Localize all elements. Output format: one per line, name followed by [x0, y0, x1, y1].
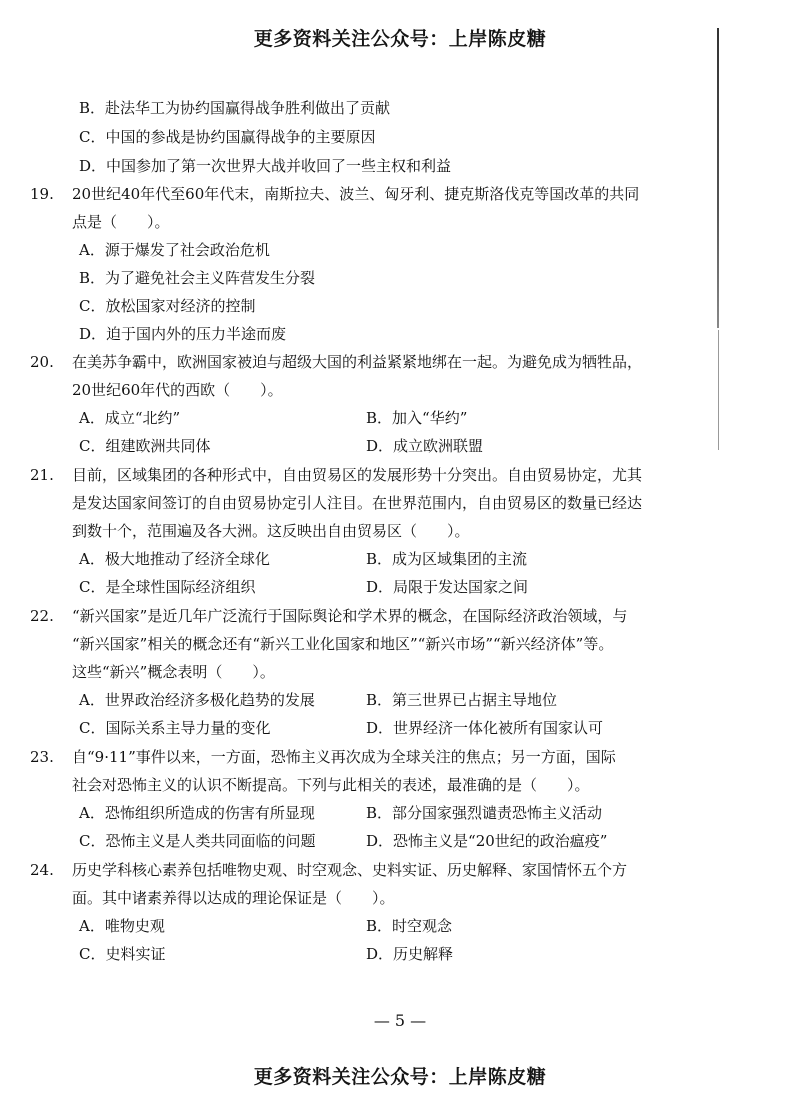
- question-stem-line: 在美苏争霸中，欧洲国家被迫与超级大国的利益紧紧地绑在一起。为避免成为牺牲品，: [72, 353, 643, 371]
- option-c: C．组建欧洲共同体: [79, 437, 211, 455]
- option-c: C．放松国家对经济的控制: [79, 297, 256, 315]
- question-stem-line: “新兴国家”是近几年广泛流行于国际舆论和学术界的概念，在国际经济政治领域，与: [72, 607, 628, 625]
- question-number: 23.: [30, 748, 54, 766]
- question-21: [30, 465, 642, 485]
- page-number: — 5 —: [373, 1011, 427, 1030]
- question-stem-line: 到数十个，范围遍及各大洲。这反映出自由贸易区（ ）。: [72, 522, 470, 540]
- option-a: A．源于爆发了社会政治危机: [79, 241, 270, 259]
- question-stem-line: 是发达国家间签订的自由贸易协定引人注目。在世界范围内，自由贸易区的数量已经达: [72, 494, 643, 512]
- question-stem-line: 自“9·11”事件以来，一方面，恐怖主义再次成为全球关注的焦点；另一方面，国际: [72, 748, 616, 766]
- scan-edge-mark: [717, 28, 719, 328]
- question-stem-line: “新兴国家”相关的概念还有“新兴工业化国家和地区”“新兴市场”“新兴经济体”等。: [72, 635, 614, 653]
- option-c: C．恐怖主义是人类共同面临的问题: [79, 832, 316, 850]
- option-b: B．第三世界已占据主导地位: [366, 691, 558, 709]
- option-d: D．恐怖主义是“20世纪的政治瘟疫”: [366, 832, 608, 850]
- header-banner: 更多资料关注公众号：上岸陈皮糖: [253, 28, 547, 50]
- option-c: C．国际关系主导力量的变化: [79, 719, 271, 737]
- question-stem-line: 历史学科核心素养包括唯物史观、时空观念、史料实证、历史解释、家国情怀五个方: [72, 861, 628, 879]
- option-c: C．史料实证: [79, 945, 166, 963]
- question-stem-line: 20世纪60年代的西欧（ ）。: [72, 381, 283, 399]
- footer-banner: 更多资料关注公众号：上岸陈皮糖: [253, 1066, 547, 1088]
- option-a: A．世界政治经济多极化趋势的发展: [79, 691, 315, 709]
- option-b: B．时空观念: [366, 917, 453, 935]
- question-stem-line: 20世纪40年代至60年代末，南斯拉夫、波兰、匈牙利、捷克斯洛伐克等国改革的共同: [72, 185, 640, 203]
- question-19: [30, 184, 639, 204]
- option-d: D．迫于国内外的压力半途而废: [79, 325, 287, 343]
- option-b: B．成为区域集团的主流: [366, 550, 528, 568]
- question-number: 19.: [30, 185, 54, 203]
- question-stem-line: 这些“新兴”概念表明（ ）。: [72, 663, 275, 681]
- option-b: B．部分国家强烈谴责恐怖主义活动: [366, 804, 603, 822]
- question-stem-line: 目前，区域集团的各种形式中，自由贸易区的发展形势十分突出。自由贸易协定，尤其: [72, 466, 643, 484]
- option-d: D．局限于发达国家之间: [366, 578, 529, 596]
- question-stem-line: 社会对恐怖主义的认识不断提高。下列与此相关的表述，最准确的是（ ）。: [72, 776, 590, 794]
- question-stem-line: 面。其中诸素养得以达成的理论保证是（ ）。: [72, 889, 395, 907]
- question-22: [30, 606, 627, 626]
- question-stem-line: 点是（ ）。: [72, 213, 170, 231]
- option-a: A．恐怖组织所造成的伤害有所显现: [79, 804, 315, 822]
- option-a: A．极大地推动了经济全球化: [79, 550, 270, 568]
- option-a: A．唯物史观: [79, 917, 165, 935]
- question-23: [30, 747, 616, 767]
- question-number: 22.: [30, 607, 54, 625]
- option-d: D．成立欧洲联盟: [366, 437, 484, 455]
- option-a: A．成立“北约”: [79, 409, 181, 427]
- question-number: 24.: [30, 861, 54, 879]
- option-b: B．加入“华约”: [366, 409, 468, 427]
- scan-edge-mark-lower: [718, 330, 719, 450]
- option-b: B．为了避免社会主义阵营发生分裂: [79, 269, 316, 287]
- prev-option-c: C．中国的参战是协约国赢得战争的主要原因: [79, 128, 376, 146]
- question-20: [30, 352, 642, 372]
- option-d: D．历史解释: [366, 945, 454, 963]
- question-number: 21.: [30, 466, 54, 484]
- question-24: [30, 860, 627, 880]
- prev-option-b: B．赴法华工为协约国赢得战争胜利做出了贡献: [79, 99, 391, 117]
- question-number: 20.: [30, 353, 54, 371]
- option-c: C．是全球性国际经济组织: [79, 578, 256, 596]
- prev-option-d: D．中国参加了第一次世界大战并收回了一些主权和利益: [79, 157, 452, 175]
- option-d: D．世界经济一体化被所有国家认可: [366, 719, 604, 737]
